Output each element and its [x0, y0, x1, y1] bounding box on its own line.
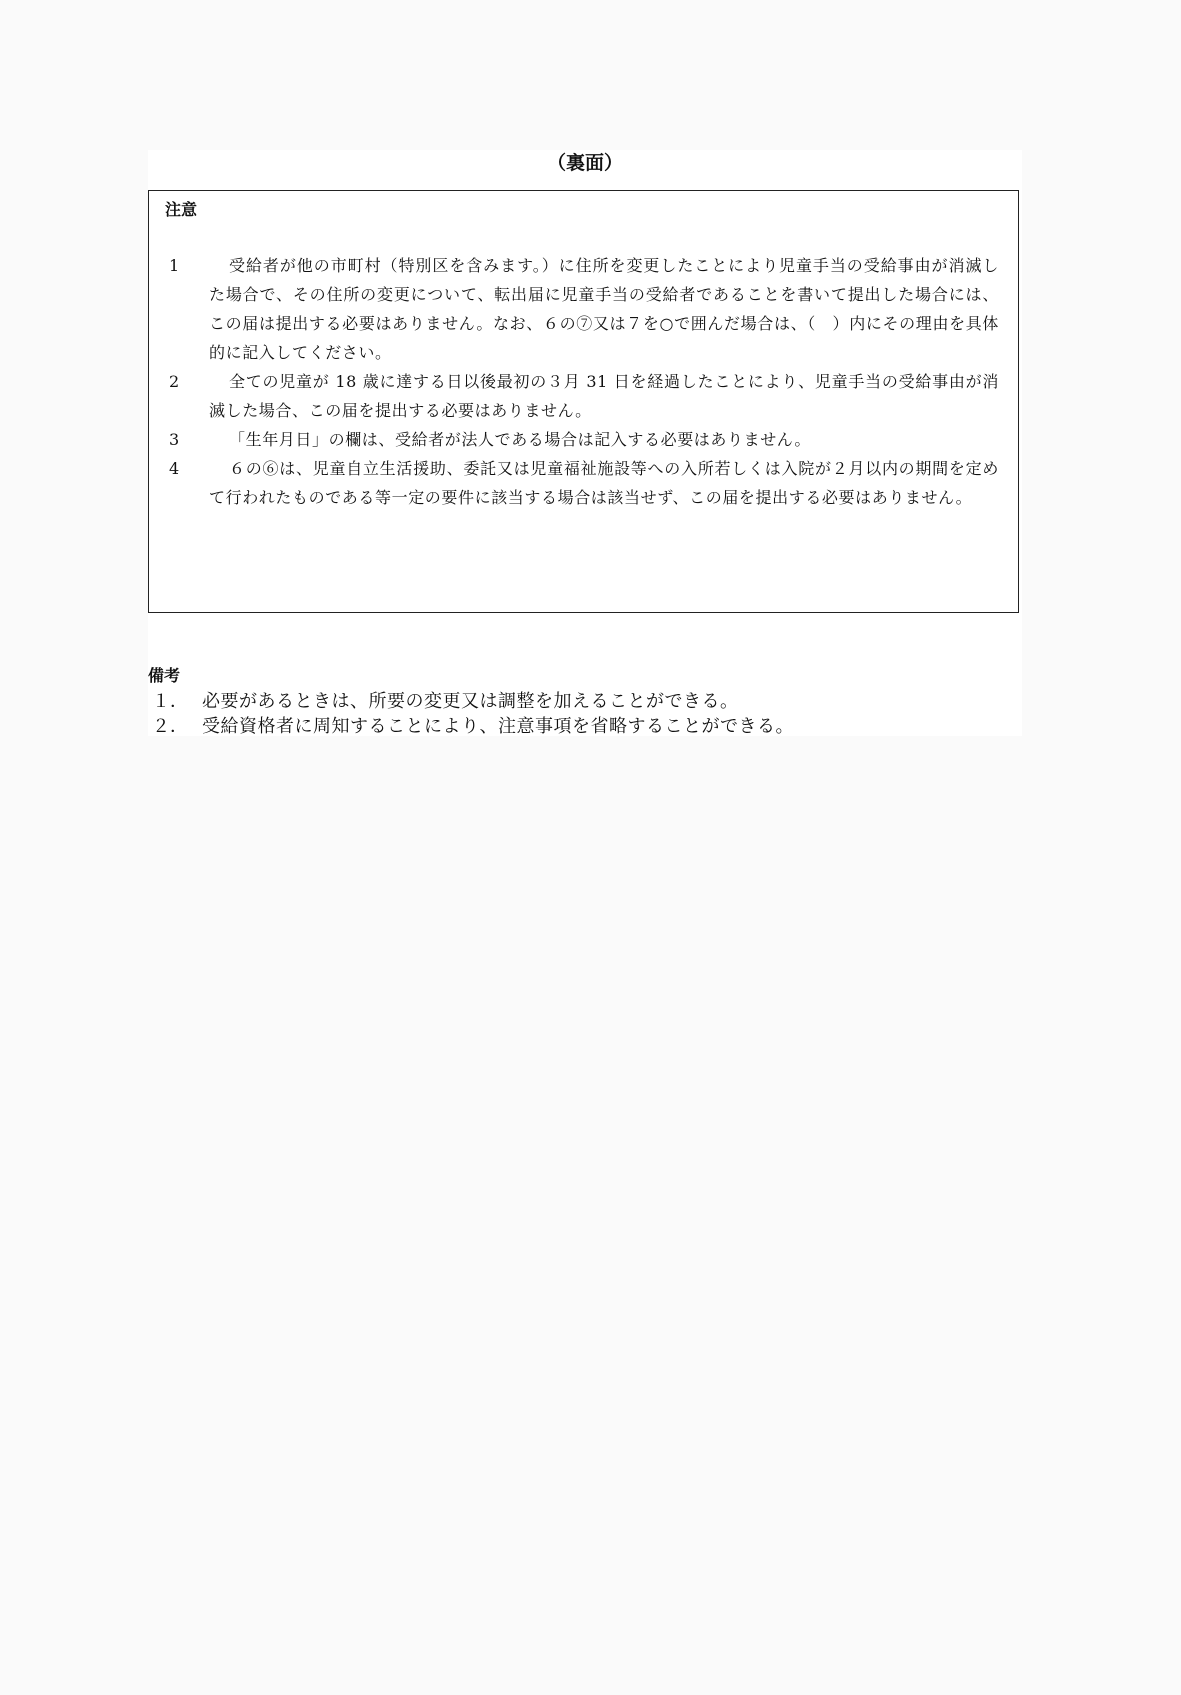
notice-item-number: 3 [169, 430, 180, 449]
remarks-section [148, 665, 1022, 739]
notice-item-text: ６の⑥は、児童自立生活援助、委託又は児童福祉施設等への入所若しくは入院が２月以内の期間を定めて行われたものである等一定の要件に該当する場合は該当せず、この届を提出する必要はありません。 [209, 459, 999, 507]
form-back-sheet [148, 150, 1022, 736]
remarks-item-number: ２． [152, 716, 188, 737]
notice-item-number: 4 [169, 459, 180, 478]
remarks-item-1 [148, 689, 1022, 714]
remarks-item-2 [148, 714, 1022, 739]
remarks-heading: 備考 [148, 666, 181, 685]
notice-item-number: 1 [169, 256, 180, 275]
notice-heading: 注意 [165, 200, 198, 219]
notice-item-number: 2 [169, 372, 180, 391]
notice-item-4 [169, 454, 999, 512]
notice-item-2 [169, 367, 999, 425]
notice-box [148, 190, 1019, 613]
notice-list [169, 251, 999, 512]
remarks-item-text: 必要があるときは、所要の変更又は調整を加えることができる。 [202, 691, 739, 712]
remarks-list [148, 689, 1022, 739]
notice-item-1 [169, 251, 999, 367]
notice-item-text: 受給者が他の市町村（特別区を含みます。）に住所を変更したことにより児童手当の受給事由が消滅した場合で、その住所の変更について、転出届に児童手当の受給者であることを書いて提出した場合には、この届は提出する必要はありません。なお、６の⑦又は７を○で囲んだ場合は、（ ）内にその理由を具体的に記入してください。 [209, 256, 999, 362]
remarks-item-text: 受給資格者に周知することにより、注意事項を省略することができる。 [202, 716, 794, 737]
notice-item-text: 全ての児童が 18 歳に達する日以後最初の３月 31 日を経過したことにより、児童手当の受給事由が消滅した場合、この届を提出する必要はありません。 [209, 372, 999, 420]
notice-item-3 [169, 425, 999, 454]
page-title: （裏面） [546, 152, 623, 174]
notice-item-text: 「生年月日」の欄は、受給者が法人である場合は記入する必要はありません。 [229, 430, 811, 449]
remarks-item-number: １． [152, 691, 188, 712]
